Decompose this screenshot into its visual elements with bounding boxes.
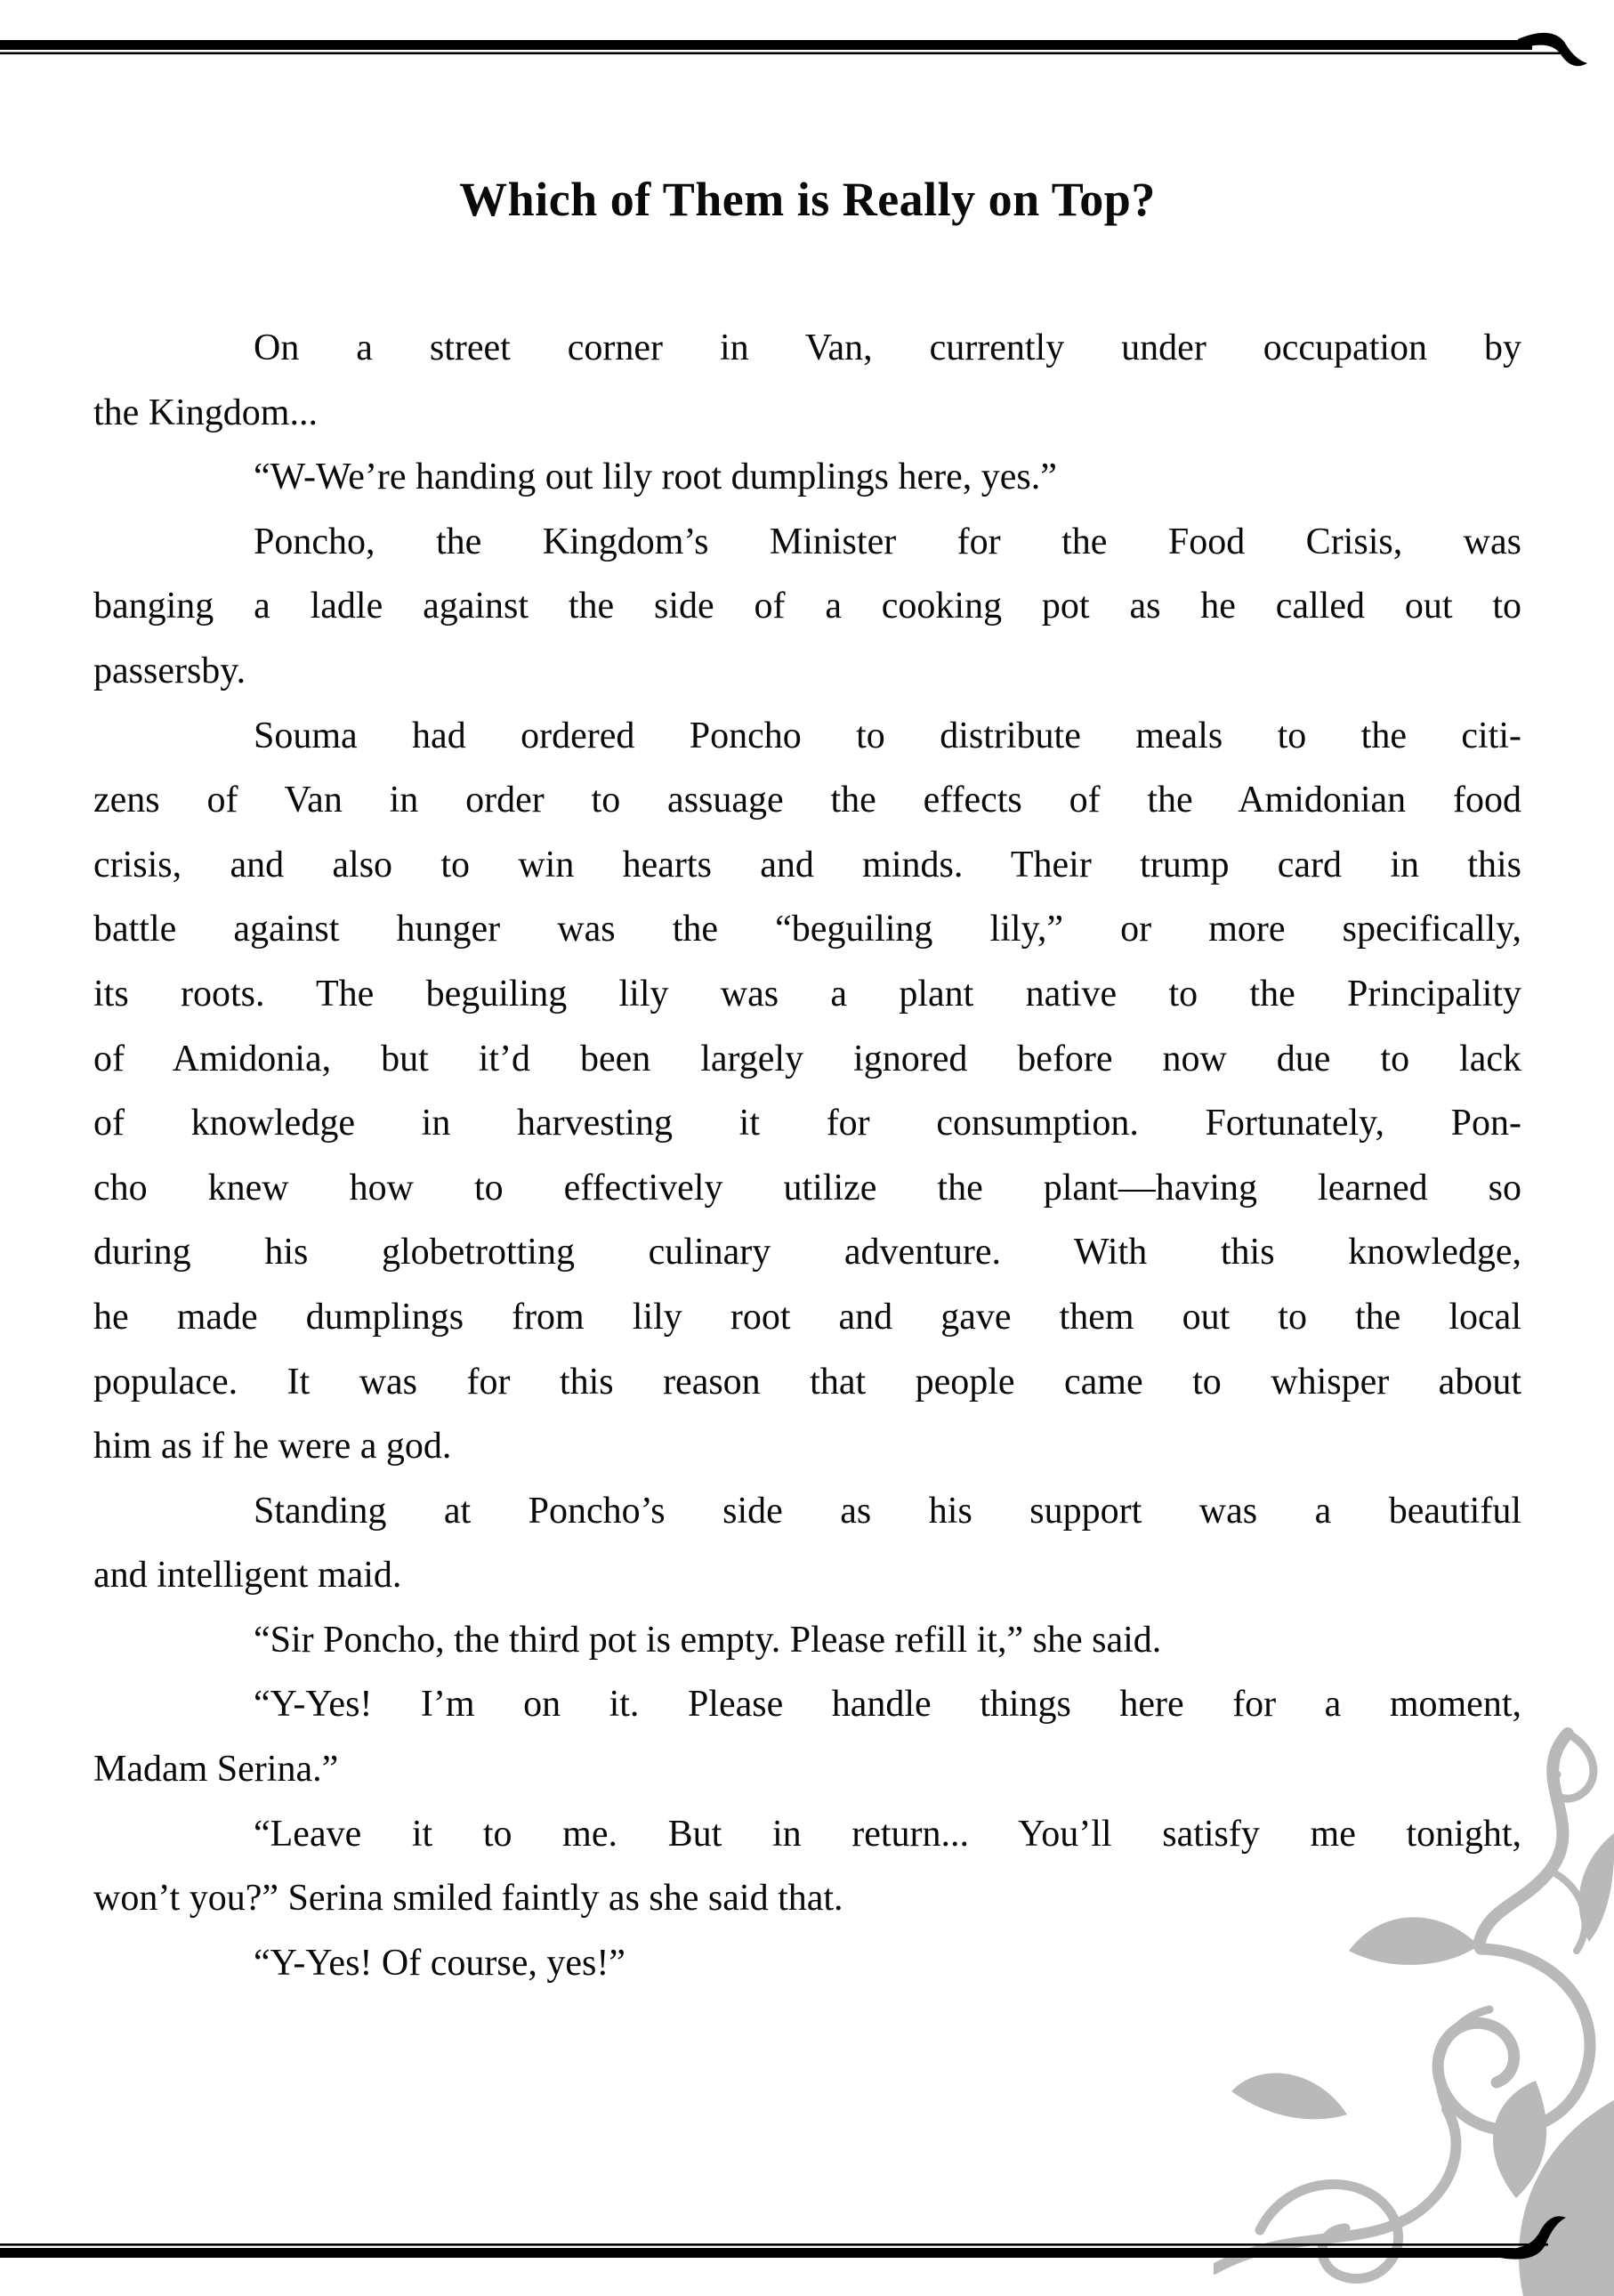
paragraph [93, 1608, 1521, 1673]
text-line: Poncho, the Kingdom’s Minister for the Food Crisis, was [254, 521, 1521, 562]
flourish-tendril [1439, 2009, 1489, 2109]
text-line: “Y-Yes! Of course, yes!” [254, 1942, 625, 1984]
text-line: of Amidonia, but it’d been largely ignored before now due to lack [93, 1038, 1521, 1079]
text-line: “Leave it to me. But in return... You’ll satisfy me tonight, [254, 1813, 1521, 1855]
text-line: Souma had ordered Poncho to distribute meals to the citi- [254, 715, 1521, 756]
chapter-title: Which of Them is Really on Top? [459, 173, 1156, 226]
flourish-tendril [1550, 1871, 1586, 1951]
flourish-curl [1553, 1734, 1594, 1799]
text-line: cho knew how to effectively utilize the plant—having learned so [93, 1167, 1521, 1209]
paragraph [93, 704, 1521, 1479]
paragraph [93, 1802, 1521, 1931]
paragraph [93, 445, 1521, 510]
bottom-rule [0, 2207, 1614, 2296]
text-line: the Kingdom... [93, 392, 318, 433]
bottom-rule-thin-line [0, 2243, 1548, 2246]
text-line: its roots. The beguiling lily was a plant native to the Principality [93, 973, 1521, 1015]
text-line: On a street corner in Van, currently under occupation by [254, 327, 1521, 368]
flourish-vine [1214, 2109, 1456, 2269]
text-line: he made dumplings from lily root and gave them out to the local [93, 1296, 1521, 1338]
flourish-spiral [1260, 2184, 1399, 2278]
flourish-leaf [1493, 2081, 1546, 2198]
text-line: “W-We’re handing out lily root dumplings here, yes.” [254, 457, 1057, 498]
bottom-rule-pen-flick-icon [1500, 2216, 1566, 2259]
paragraph [93, 316, 1521, 445]
paragraph [93, 510, 1521, 704]
text-line: crisis, and also to win hearts and minds. Their trump card in this [93, 844, 1521, 885]
text-line: and intelligent maid. [93, 1555, 402, 1597]
text-line: won’t you?” Serina smiled faintly as she said that. [93, 1878, 843, 1920]
text-line: “Y-Yes! I’m on it. Please handle things here for a moment, [254, 1684, 1521, 1726]
paragraph [93, 1479, 1521, 1608]
text-line: battle against hunger was the “beguiling lily,” or more specifically, [93, 909, 1521, 950]
body-text [93, 316, 1521, 1995]
flourish-leaf [1519, 2100, 1614, 2296]
text-line: banging a ladle against the side of a cooking pot as he called out to [93, 586, 1521, 627]
text-line: populace. It was for this reason that people came to whisper about [93, 1361, 1521, 1403]
text-line: Madam Serina.” [93, 1749, 339, 1791]
bottom-rule-thick-bar [0, 2248, 1514, 2258]
text-line: passersby. [93, 650, 246, 691]
text-line: “Sir Poncho, the third pot is empty. Please refill it,” she said. [254, 1619, 1162, 1661]
page-content [93, 0, 1521, 1995]
text-line: zens of Van in order to assuage the effects of the Amidonian food [93, 780, 1521, 821]
text-line: of knowledge in harvesting it for consumption. Fortunately, Pon- [93, 1103, 1521, 1144]
paragraph [93, 1672, 1521, 1801]
text-line: Standing at Poncho’s side as his support was a beautiful [254, 1490, 1521, 1532]
flourish-leaf [1579, 1833, 1614, 1942]
flourish-leaf [1231, 2073, 1347, 2119]
top-rule-pen-flick-icon [1518, 33, 1587, 66]
text-line: him as if he were a god. [93, 1426, 452, 1467]
text-line: during his globetrotting culinary adventure. With this knowledge, [93, 1232, 1521, 1273]
paragraph [93, 1931, 1521, 1996]
